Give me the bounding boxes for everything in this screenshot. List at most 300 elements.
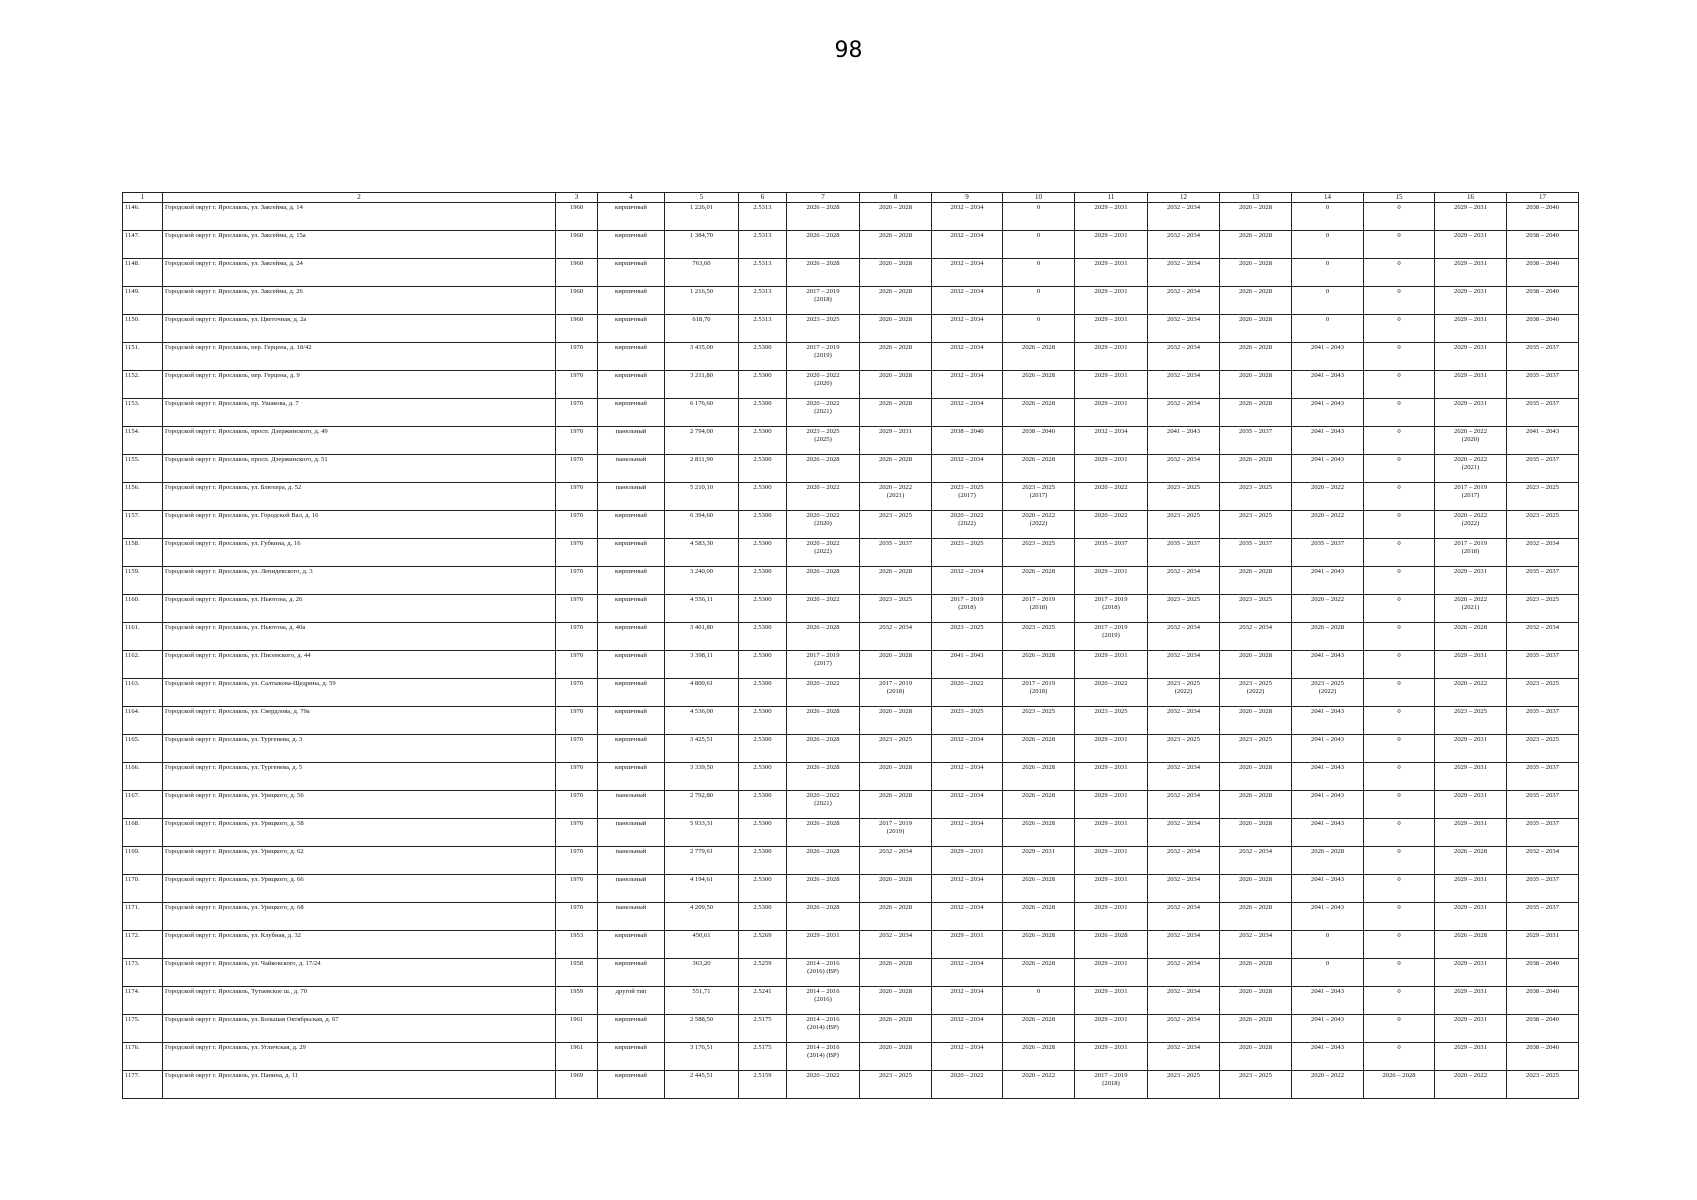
cell-col-3: 1960 [556, 287, 598, 315]
cell-col-10 [1003, 315, 1075, 343]
cell-col-17 [1507, 679, 1579, 707]
cell-line: 2020 – 2022 [1094, 484, 1128, 491]
cell-col-10 [1003, 595, 1075, 623]
cell-col-10 [1003, 427, 1075, 455]
cell-col-8 [860, 959, 932, 987]
cell-line: 2029 – 2031 [1094, 1016, 1128, 1023]
cell-col-8 [860, 455, 932, 483]
cell-line: 2017 – 2019 [950, 596, 984, 603]
header-row [123, 193, 1579, 203]
cell-col-5: 3 240,00 [665, 567, 739, 595]
cell-col-10 [1003, 819, 1075, 847]
cell-line: 2041 – 2043 [1311, 428, 1344, 435]
cell-col-15 [1364, 287, 1435, 315]
cell-col-11 [1075, 931, 1148, 959]
table-row [123, 343, 1579, 371]
cell-line: 2032 – 2034 [950, 904, 984, 911]
cell-col-8 [860, 1015, 932, 1043]
cell-col-10 [1003, 791, 1075, 819]
cell-line: 2023 – 2025 [1526, 596, 1559, 603]
cell-col-3: 1970 [556, 735, 598, 763]
cell-line: 2026 – 2028 [879, 792, 912, 799]
cell-line: 2035 – 2037 [879, 540, 912, 547]
cell-col-15 [1364, 399, 1435, 427]
cell-col-3: 1970 [556, 343, 598, 371]
cell-col-14 [1292, 903, 1364, 931]
cell-line: 2026 – 2028 [806, 736, 840, 743]
cell-line: 2023 – 2025 [1167, 680, 1200, 687]
cell-col-5: 4 556,11 [665, 595, 739, 623]
cell-col-10 [1003, 623, 1075, 651]
cell-col-16 [1435, 623, 1507, 651]
cell-col-15 [1364, 651, 1435, 679]
cell-col-3: 1970 [556, 819, 598, 847]
cell-col-3: 1960 [556, 203, 598, 231]
cell-col-2: Городской округ г. Ярославль, ул. Урицкого, д. 58 [163, 819, 556, 847]
cell-line: 2017 – 2019 [879, 680, 912, 687]
cell-col-9 [932, 679, 1003, 707]
cell-line: 2038 – 2040 [1526, 288, 1559, 295]
cell-line: 0 [1036, 260, 1041, 267]
cell-line: 2023 – 2025 [1239, 484, 1272, 491]
cell-col-6: 2.5300 [739, 763, 787, 791]
cell-col-13 [1220, 875, 1292, 903]
cell-col-6: 2.5313 [739, 231, 787, 259]
cell-col-2: Городской округ г. Ярославль, ул. Угличская, д. 29 [163, 1043, 556, 1071]
table-row [123, 735, 1579, 763]
cell-col-14 [1292, 847, 1364, 875]
cell-col-7 [787, 371, 860, 399]
cell-col-9 [932, 763, 1003, 791]
cell-col-6: 2.5313 [739, 203, 787, 231]
cell-col-15 [1364, 931, 1435, 959]
cell-col-2: Городской округ г. Ярославль, ул. Ньютона, д. 40а [163, 623, 556, 651]
cell-line: 2038 – 2040 [1022, 428, 1055, 435]
cell-line: 2026 – 2028 [806, 764, 840, 771]
cell-line: 2026 – 2028 [806, 568, 840, 575]
cell-col-3: 1958 [556, 959, 598, 987]
cell-col-16 [1435, 1043, 1507, 1071]
cell-col-13 [1220, 315, 1292, 343]
cell-line: 2026 – 2028 [1239, 288, 1272, 295]
cell-line: 0 [1397, 988, 1401, 995]
cell-line: 2020 – 2022 [950, 1072, 984, 1079]
cell-col-1: 1160. [123, 595, 163, 623]
cell-col-2: Городской округ г. Ярославль, ул. Лепидевского, д. 3 [163, 567, 556, 595]
cell-col-10 [1003, 539, 1075, 567]
cell-col-16 [1435, 1071, 1507, 1099]
cell-col-16 [1435, 511, 1507, 539]
cell-line: 0 [1397, 1044, 1401, 1051]
cell-line: 2026 – 2028 [806, 624, 840, 631]
cell-col-6: 2.5300 [739, 427, 787, 455]
cell-col-6: 2.5300 [739, 399, 787, 427]
cell-line: 0 [1397, 428, 1401, 435]
cell-line: 2023 – 2025 [1454, 708, 1487, 715]
cell-line: 2035 – 2037 [1311, 540, 1344, 547]
cell-col-17 [1507, 343, 1579, 371]
cell-col-16 [1435, 1015, 1507, 1043]
cell-line: 2038 – 2040 [1526, 316, 1559, 323]
cell-line: 2032 – 2034 [950, 876, 984, 883]
cell-col-10 [1003, 399, 1075, 427]
cell-col-16 [1435, 595, 1507, 623]
cell-line: 2026 – 2028 [879, 1016, 912, 1023]
cell-line: 2032 – 2034 [1239, 932, 1272, 939]
cell-col-5: 2 779,61 [665, 847, 739, 875]
cell-col-2: Городской округ г. Ярославль, ул. Закгейма, д. 26 [163, 287, 556, 315]
cell-col-14 [1292, 735, 1364, 763]
cell-line: 2038 – 2040 [1526, 1016, 1559, 1023]
cell-col-13 [1220, 1015, 1292, 1043]
cell-col-2: Городской округ г. Ярославль, просп. Дзержинского, д. 51 [163, 455, 556, 483]
cell-col-5: 2 792,80 [665, 791, 739, 819]
cell-line: 2020 – 2022 [1311, 512, 1344, 519]
cell-line: 2029 – 2031 [1454, 1016, 1487, 1023]
cell-col-16 [1435, 735, 1507, 763]
cell-col-3: 1970 [556, 483, 598, 511]
cell-col-7 [787, 287, 860, 315]
cell-line: 0 [1397, 596, 1401, 603]
cell-line: 2023 – 2025 [806, 316, 840, 323]
cell-col-3: 1953 [556, 931, 598, 959]
cell-col-5: 3 211,80 [665, 371, 739, 399]
cell-col-1: 1167. [123, 791, 163, 819]
cell-line: 0 [1397, 764, 1401, 771]
cell-line: 2026 – 2028 [806, 260, 840, 267]
cell-line: 2023 – 2025 [1094, 708, 1128, 715]
cell-col-9 [932, 623, 1003, 651]
cell-col-6: 2.5175 [739, 1043, 787, 1071]
cell-line: 2035 – 2037 [1094, 540, 1128, 547]
cell-line: 2032 – 2034 [950, 456, 984, 463]
cell-line: 2023 – 2025 [1167, 1072, 1200, 1079]
cell-line: 2032 – 2034 [1167, 792, 1200, 799]
cell-col-17 [1507, 427, 1579, 455]
cell-col-8 [860, 931, 932, 959]
column-header-15: 15 [1364, 193, 1435, 203]
cell-col-12 [1148, 931, 1220, 959]
cell-line: 2032 – 2034 [1167, 400, 1200, 407]
cell-col-17 [1507, 987, 1579, 1015]
cell-col-11 [1075, 903, 1148, 931]
cell-line: (2014) (ВР) [807, 1023, 839, 1031]
cell-col-12 [1148, 707, 1220, 735]
cell-col-16 [1435, 959, 1507, 987]
cell-col-12 [1148, 287, 1220, 315]
cell-line: 2035 – 2037 [1526, 400, 1559, 407]
cell-col-6: 2.5300 [739, 903, 787, 931]
cell-col-11 [1075, 399, 1148, 427]
cell-col-5: 3 176,51 [665, 1043, 739, 1071]
cell-col-2: Городской округ г. Ярославль, ул. Чайковского, д. 17/24 [163, 959, 556, 987]
cell-col-13 [1220, 987, 1292, 1015]
cell-line: 2020 – 2022 [806, 372, 840, 379]
cell-line: (2020) [814, 519, 832, 527]
cell-col-9 [932, 511, 1003, 539]
cell-line: 0 [1397, 876, 1401, 883]
cell-col-11 [1075, 203, 1148, 231]
cell-line: 2041 – 2043 [1311, 792, 1344, 799]
cell-col-12 [1148, 875, 1220, 903]
cell-line: 2032 – 2034 [1167, 652, 1200, 659]
cell-line: 2032 – 2034 [1167, 876, 1200, 883]
cell-col-17 [1507, 315, 1579, 343]
cell-col-3: 1970 [556, 371, 598, 399]
cell-col-2: Городской округ г. Ярославль, ул. Городской Вал, д. 16 [163, 511, 556, 539]
cell-line: 2029 – 2031 [1094, 232, 1128, 239]
table-row [123, 623, 1579, 651]
cell-col-15 [1364, 231, 1435, 259]
cell-line: 2020 – 2022 [806, 540, 840, 547]
cell-col-16 [1435, 903, 1507, 931]
cell-col-14 [1292, 1015, 1364, 1043]
cell-line: 0 [1397, 372, 1401, 379]
cell-line: 2032 – 2034 [950, 820, 984, 827]
cell-col-15 [1364, 315, 1435, 343]
table-row [123, 315, 1579, 343]
cell-col-9 [932, 343, 1003, 371]
cell-line: 2026 – 2028 [1454, 624, 1487, 631]
cell-col-13 [1220, 287, 1292, 315]
cell-col-12 [1148, 371, 1220, 399]
cell-col-3: 1960 [556, 259, 598, 287]
cell-col-13 [1220, 455, 1292, 483]
cell-line: 2029 – 2031 [1454, 260, 1487, 267]
cell-col-14 [1292, 819, 1364, 847]
cell-col-3: 1959 [556, 987, 598, 1015]
cell-col-13 [1220, 203, 1292, 231]
cell-line: 0 [1397, 904, 1401, 911]
cell-col-8 [860, 623, 932, 651]
cell-line: 2041 – 2043 [1311, 820, 1344, 827]
cell-col-15 [1364, 875, 1435, 903]
cell-line: 0 [1325, 260, 1330, 267]
cell-col-5: 3 425,51 [665, 735, 739, 763]
cell-col-3: 1960 [556, 231, 598, 259]
cell-col-2: Городской округ г. Ярославль, пер. Герцена, д. 9 [163, 371, 556, 399]
cell-col-3: 1969 [556, 1071, 598, 1099]
cell-line: (2016) [814, 995, 832, 1003]
cell-line: 2026 – 2028 [1022, 932, 1055, 939]
cell-col-7 [787, 315, 860, 343]
cell-col-11 [1075, 483, 1148, 511]
cell-col-14 [1292, 1043, 1364, 1071]
cell-line: 2017 – 2019 [1454, 540, 1487, 547]
cell-col-15 [1364, 1015, 1435, 1043]
cell-col-5: 2 588,50 [665, 1015, 739, 1043]
cell-col-8 [860, 903, 932, 931]
cell-line: 2020 – 2022 [806, 1072, 840, 1079]
cell-line: 0 [1397, 708, 1401, 715]
cell-line: 2026 – 2028 [806, 708, 840, 715]
cell-col-17 [1507, 903, 1579, 931]
cell-line: 2032 – 2034 [950, 372, 984, 379]
cell-col-5: 2 794,00 [665, 427, 739, 455]
cell-col-14 [1292, 875, 1364, 903]
cell-col-16 [1435, 483, 1507, 511]
cell-col-2: Городской округ г. Ярославль, ул. Панина, д. 11 [163, 1071, 556, 1099]
table-row [123, 399, 1579, 427]
cell-col-14 [1292, 455, 1364, 483]
cell-col-8 [860, 399, 932, 427]
cell-line: (2016) (ВР) [807, 967, 839, 975]
cell-line: 2032 – 2034 [950, 344, 984, 351]
cell-col-9 [932, 1071, 1003, 1099]
cell-col-5: 4 583,30 [665, 539, 739, 567]
cell-line: (2018) [886, 687, 905, 695]
cell-col-11 [1075, 1015, 1148, 1043]
cell-col-17 [1507, 231, 1579, 259]
cell-line: 2029 – 2031 [1454, 288, 1487, 295]
cell-col-9 [932, 987, 1003, 1015]
cell-col-15 [1364, 343, 1435, 371]
table-row [123, 539, 1579, 567]
cell-line: 2026 – 2028 [1022, 372, 1055, 379]
cell-col-14 [1292, 287, 1364, 315]
cell-col-9 [932, 315, 1003, 343]
cell-col-3: 1970 [556, 567, 598, 595]
cell-col-16 [1435, 679, 1507, 707]
cell-col-6: 2.5300 [739, 567, 787, 595]
cell-line: 2032 – 2034 [1167, 848, 1200, 855]
cell-line: 2026 – 2028 [879, 400, 912, 407]
cell-col-1: 1164. [123, 707, 163, 735]
cell-line: 2032 – 2034 [1167, 204, 1200, 211]
cell-col-9 [932, 203, 1003, 231]
cell-col-13 [1220, 539, 1292, 567]
cell-col-8 [860, 875, 932, 903]
cell-col-15 [1364, 567, 1435, 595]
cell-col-13 [1220, 231, 1292, 259]
cell-col-4: кирпичный [598, 567, 665, 595]
cell-line: 2035 – 2037 [1526, 764, 1559, 771]
cell-line: 2029 – 2031 [1094, 568, 1128, 575]
cell-col-10 [1003, 455, 1075, 483]
cell-line: 2023 – 2025 [950, 624, 984, 631]
cell-col-7 [787, 455, 860, 483]
cell-col-2: Городской округ г. Ярославль, ул. Урицкого, д. 66 [163, 875, 556, 903]
cell-col-13 [1220, 679, 1292, 707]
cell-col-1: 1159. [123, 567, 163, 595]
cell-col-12 [1148, 315, 1220, 343]
cell-line: 2020 – 2022 [806, 792, 840, 799]
cell-col-11 [1075, 763, 1148, 791]
cell-col-10 [1003, 567, 1075, 595]
cell-col-1: 1154. [123, 427, 163, 455]
cell-col-9 [932, 903, 1003, 931]
cell-line: 2035 – 2037 [1526, 820, 1559, 827]
cell-col-2: Городской округ г. Ярославль, ул. Ньютона, д. 26 [163, 595, 556, 623]
cell-col-7 [787, 763, 860, 791]
cell-line: 0 [1397, 288, 1401, 295]
cell-col-3: 1970 [556, 399, 598, 427]
cell-col-13 [1220, 259, 1292, 287]
cell-line: 2026 – 2028 [879, 456, 912, 463]
table-row [123, 371, 1579, 399]
cell-line: 2041 – 2043 [1311, 568, 1344, 575]
cell-col-12 [1148, 819, 1220, 847]
cell-col-1: 1174. [123, 987, 163, 1015]
cell-col-14 [1292, 791, 1364, 819]
cell-line: 2017 – 2019 [806, 288, 840, 295]
table-row [123, 987, 1579, 1015]
cell-line: 2035 – 2037 [1526, 904, 1559, 911]
cell-line: 2032 – 2034 [1094, 428, 1128, 435]
cell-line: 2026 – 2028 [1311, 848, 1344, 855]
cell-col-13 [1220, 707, 1292, 735]
column-header-10: 10 [1003, 193, 1075, 203]
cell-col-13 [1220, 791, 1292, 819]
cell-col-16 [1435, 427, 1507, 455]
cell-line: 2035 – 2037 [1526, 792, 1559, 799]
cell-col-14 [1292, 231, 1364, 259]
cell-col-4: панельный [598, 791, 665, 819]
cell-line: 2023 – 2025 [879, 596, 912, 603]
cell-col-7 [787, 231, 860, 259]
cell-col-2: Городской округ г. Ярославль, ул. Тургенева, д. 5 [163, 763, 556, 791]
cell-col-9 [932, 287, 1003, 315]
cell-col-12 [1148, 791, 1220, 819]
cell-line: 2026 – 2028 [1239, 792, 1272, 799]
table-row [123, 427, 1579, 455]
cell-col-1: 1166. [123, 763, 163, 791]
cell-line: 2035 – 2037 [1239, 540, 1272, 547]
cell-col-9 [932, 875, 1003, 903]
cell-col-16 [1435, 987, 1507, 1015]
cell-col-12 [1148, 483, 1220, 511]
cell-line: 2026 – 2028 [806, 820, 840, 827]
cell-col-13 [1220, 511, 1292, 539]
cell-col-17 [1507, 511, 1579, 539]
cell-line: (2018) [1029, 687, 1048, 695]
cell-line: 2032 – 2034 [950, 1044, 984, 1051]
cell-col-8 [860, 987, 932, 1015]
cell-col-15 [1364, 959, 1435, 987]
cell-col-6: 2.5300 [739, 847, 787, 875]
cell-col-14 [1292, 539, 1364, 567]
cell-col-16 [1435, 203, 1507, 231]
cell-col-16 [1435, 567, 1507, 595]
cell-col-16 [1435, 847, 1507, 875]
cell-col-16 [1435, 399, 1507, 427]
cell-line: 2026 – 2028 [1022, 1016, 1055, 1023]
cell-line: 2041 – 2043 [1311, 764, 1344, 771]
cell-col-4: панельный [598, 483, 665, 511]
cell-line: 2029 – 2031 [1454, 904, 1487, 911]
cell-col-16 [1435, 287, 1507, 315]
cell-col-6: 2.5300 [739, 819, 787, 847]
cell-col-15 [1364, 371, 1435, 399]
cell-line: 2029 – 2031 [1094, 960, 1128, 967]
cell-col-7 [787, 1015, 860, 1043]
cell-line: 2026 – 2028 [806, 876, 840, 883]
cell-col-7 [787, 875, 860, 903]
cell-line: 2017 – 2019 [1454, 484, 1487, 491]
cell-line: 0 [1397, 820, 1401, 827]
column-header-7: 7 [787, 193, 860, 203]
cell-col-8 [860, 651, 932, 679]
cell-col-3: 1970 [556, 707, 598, 735]
cell-line: (2021) [886, 491, 905, 499]
cell-col-10 [1003, 343, 1075, 371]
cell-col-1: 1163. [123, 679, 163, 707]
cell-line: 2020 – 2022 [1311, 1072, 1344, 1079]
cell-col-7 [787, 735, 860, 763]
cell-col-11 [1075, 1071, 1148, 1099]
cell-line: 2032 – 2034 [950, 736, 984, 743]
table-row [123, 791, 1579, 819]
